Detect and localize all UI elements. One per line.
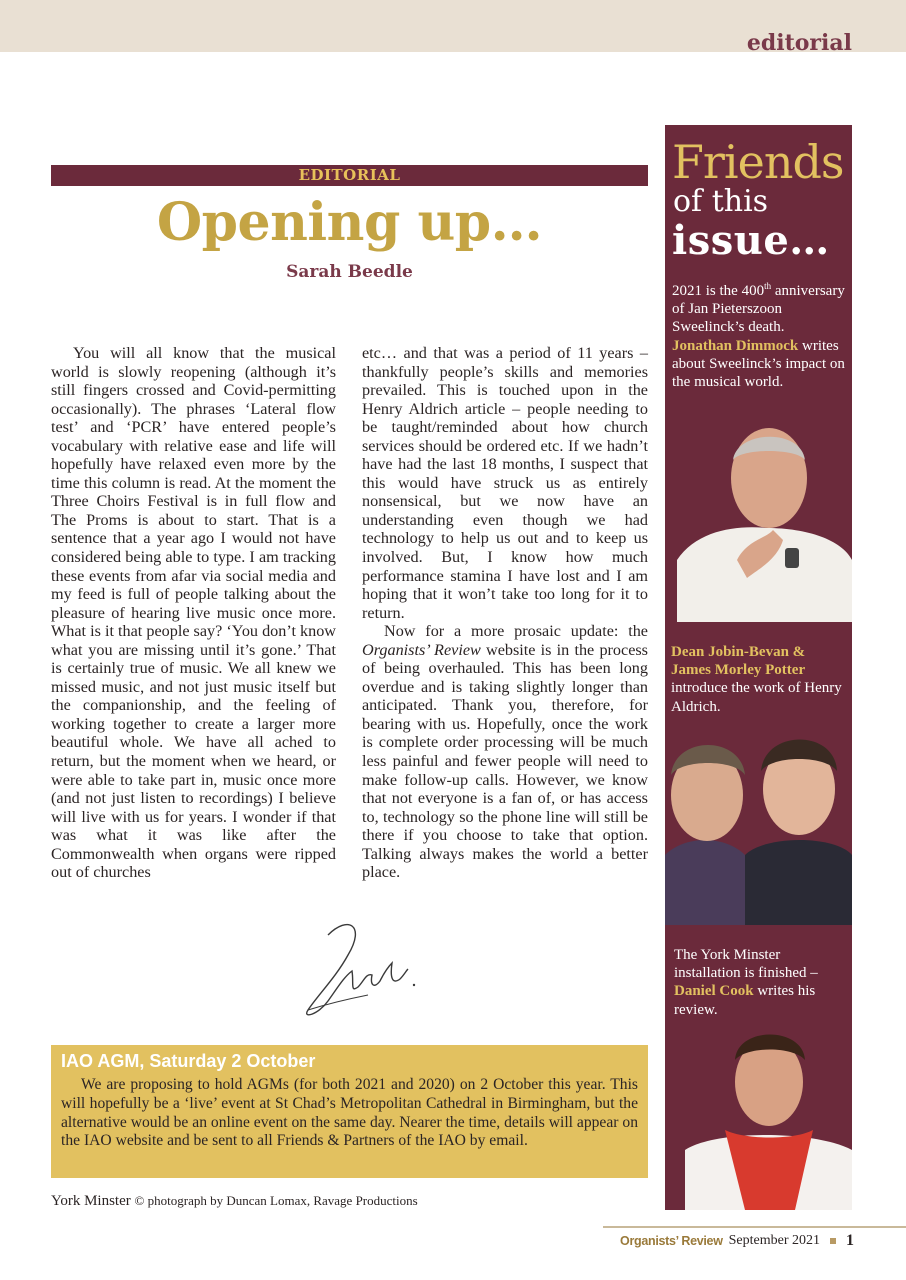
portrait-photo-jobin-bevan-potter <box>665 725 852 925</box>
agm-text: We are proposing to hold AGMs (for both 2021 and 2020) on 2 October this year. This will hopefully be a ‘live’ event at St Chad’s Metropolitan Cathedral in Birmingham, but the alternative would be an online event on the same day. Nearer the time, details will appear on the IAO website and be sent to all Friends & Partners of the IAO by email. <box>61 1076 638 1150</box>
page-footer <box>620 1232 854 1250</box>
sidebar-item-aldrich <box>671 643 847 716</box>
portrait-photo-jonathan-dimmock <box>677 410 852 622</box>
author-byline: Sarah Beedle <box>286 262 413 282</box>
friends-sidebar <box>665 125 852 1210</box>
portrait-photo-daniel-cook <box>685 1020 852 1210</box>
sidebar-item-sweelinck <box>672 277 848 391</box>
square-bullet-icon <box>830 1238 836 1244</box>
sidebar-heading-issue: issue… <box>672 217 830 264</box>
contributor-name: Dean Jobin-Bevan & James Morley Potter <box>671 644 806 679</box>
photo-credit <box>51 1193 418 1210</box>
ordinal-suffix: th <box>764 281 772 291</box>
contributor-name: Daniel Cook <box>674 983 754 1000</box>
body-paragraph: You will all know that the musical world is slowly reopening (although it’s still fingers crossed and Covid-permitting occasionally). The phrases ‘Lateral flow test’ and ‘PCR’ have entered people’s vocabulary with relative ease and life will hopefully have relaxed even more by the time this column is read. At the moment the Three Choirs Festival is in full flow and The Proms is about to start. That is a sentence that a year ago I would not have considered being able to type. I am tracking these events from afar via social media and my feed is full of people talking about the pleasure of hearing live music once more. What is it that people say? ‘You don’t know what you are missing until it’s gone.’ That is certainly true of music. We all knew we missed music, and not just music itself but the companionship, and the feeling of working together to create a larger more beautiful whole. We have all ached to return, but the moment when we heard, or were able to take part in, music once more (and not just listen to recordings) I believe will live with us for years. I wonder if that was what it was like after the Commonwealth when organs were ripped out of churches <box>51 344 336 882</box>
text-run: anniversary of Jan Pieterszoon Sweelinck’s death. <box>672 283 845 336</box>
text-run: The York Minster installation is finished – <box>674 947 818 982</box>
section-tag: editorial <box>746 30 852 56</box>
text-run: website is in the process of being overhauled. This has been long overdue and is taking slightly longer than anticipated. Thank you, therefore, for bearing with us. Hopefully, once the work is complete order processing will be much less painful and fewer people will need to make follow-up calls. However, we know that not everyone is a fan of, or has access to, technology so the phone line will still be there if you choose to take that option. Talking always makes the world a better place. <box>362 640 648 882</box>
page-title: Opening up… <box>156 192 543 253</box>
photo-credit-place: York Minster <box>51 1193 131 1209</box>
body-paragraph: etc… and that was a period of 11 years – thankfully people’s skills and memories prevailed. This is touched upon in the Henry Aldrich article – people needing to be taught/reminded about how church services should be ordered etc. If we hadn’t have had the last 18 months, I suspect that this would have struck us as entirely nonsensical, but we now have an understanding even though we had technology to help us out and to keep us involved. But, I know how much performance stamina I have lost and I am hoping that it won’t take too long for it to return. <box>362 344 648 622</box>
body-column-1 <box>51 344 336 882</box>
agm-notice-box <box>51 1045 648 1178</box>
sidebar-heading-of-this: of this <box>673 184 769 219</box>
text-run: Now for a more prosaic update: the <box>384 622 648 641</box>
text-run: writes his review. <box>674 983 816 1018</box>
signature-image <box>288 915 428 1025</box>
agm-title: IAO AGM, Saturday 2 October <box>61 1051 316 1071</box>
photo-credit-text: © photograph by Duncan Lomax, Ravage Productions <box>134 1193 418 1208</box>
body-paragraph <box>362 622 648 882</box>
footer-rule <box>603 1226 906 1228</box>
text-run: 2021 is the 400 <box>672 283 765 299</box>
sidebar-heading-friends: Friends <box>672 135 844 189</box>
editorial-label: EDITORIAL <box>51 165 648 186</box>
body-column-2 <box>362 344 648 882</box>
text-run: introduce the work of Henry Aldrich. <box>671 680 842 715</box>
text-run: writes about Sweelinck’s impact on the musical world. <box>672 337 845 391</box>
magazine-logo: Organists’ Review <box>620 1234 723 1248</box>
issue-date: September 2021 <box>728 1233 820 1248</box>
contributor-name: Jonathan Dimmock <box>672 337 799 354</box>
page-number: 1 <box>846 1232 854 1249</box>
sidebar-item-york-minster <box>674 946 850 1019</box>
magazine-name: Organists’ Review <box>362 640 481 659</box>
